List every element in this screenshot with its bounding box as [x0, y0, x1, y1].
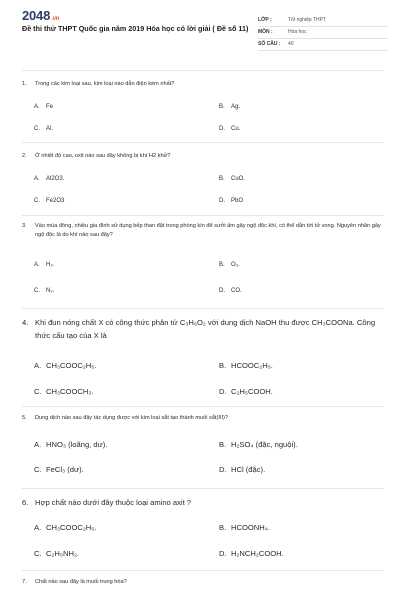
option-a[interactable] — [34, 104, 53, 110]
option-letter: A. — [34, 176, 40, 182]
meta-value: Tốt nghiệp THPT — [288, 17, 326, 23]
option-a[interactable] — [34, 361, 96, 370]
question-number: 2. — [22, 153, 27, 159]
option-text: HCl (đặc). — [231, 465, 266, 474]
option-letter: C. — [34, 549, 42, 558]
option-letter: D. — [219, 549, 227, 558]
option-text: CH₃COOCH₃. — [46, 387, 94, 396]
option-letter: D. — [219, 387, 227, 396]
question-7 — [22, 578, 384, 587]
question-3 — [22, 222, 384, 240]
site-logo[interactable] — [22, 8, 59, 23]
option-text: Al2O3. — [46, 176, 65, 182]
logo-text: 2048 — [22, 8, 51, 23]
question-stem — [22, 80, 384, 89]
question-number: 5. — [22, 415, 27, 421]
option-text: CH₃COOC₂H₅. — [46, 361, 97, 370]
question-stem — [22, 414, 384, 423]
option-c[interactable] — [34, 549, 79, 558]
document-header — [8, 0, 392, 58]
meta-key: MÔN : — [258, 29, 273, 35]
option-letter: D. — [219, 465, 227, 474]
meta-key: SỐ CÂU : — [258, 41, 281, 47]
meta-value: Hóa học — [288, 29, 307, 35]
question-2 — [22, 152, 384, 161]
option-text: CuO. — [231, 176, 246, 182]
option-text: C₂H₅COOH. — [231, 387, 273, 396]
divider — [22, 308, 384, 309]
option-letter: B. — [219, 361, 227, 370]
option-text: Al. — [46, 126, 54, 132]
option-b[interactable] — [219, 104, 240, 110]
option-letter: B. — [219, 440, 227, 449]
option-text: N₂. — [46, 288, 55, 294]
question-6 — [22, 496, 384, 509]
document-meta — [258, 15, 388, 51]
option-c[interactable] — [34, 198, 64, 204]
question-stem — [22, 316, 384, 342]
question-4 — [22, 316, 384, 342]
divider — [22, 488, 384, 489]
option-text: CH₃COOC₂H₅. — [46, 523, 97, 532]
question-1 — [22, 80, 384, 89]
option-letter: B. — [219, 523, 227, 532]
option-letter: A. — [34, 262, 40, 268]
divider — [22, 406, 384, 407]
question-5 — [22, 414, 384, 423]
option-b[interactable] — [219, 262, 240, 268]
option-d[interactable] — [219, 126, 240, 132]
option-d[interactable] — [219, 387, 273, 396]
option-letter: A. — [34, 523, 42, 532]
option-letter: B. — [219, 176, 225, 182]
question-number: 6. — [22, 498, 29, 507]
option-a[interactable] — [34, 176, 64, 182]
option-text: HCOOC₂H₅. — [231, 361, 273, 370]
option-letter: D. — [219, 198, 225, 204]
option-letter: A. — [34, 361, 42, 370]
option-c[interactable] — [34, 288, 54, 294]
option-text: H₂. — [46, 262, 55, 268]
option-d[interactable] — [219, 549, 284, 558]
option-b[interactable] — [219, 176, 245, 182]
option-c[interactable] — [34, 465, 84, 474]
meta-row-count — [258, 39, 388, 51]
document-title: Đề thi thử THPT Quốc gia năm 2019 Hóa học có lời giải ( Đề số 11) — [22, 24, 249, 33]
question-text: Ở nhiệt độ cao, oxit nào sau đây không bị khí H2 khử? — [35, 153, 171, 159]
option-letter: C. — [34, 387, 42, 396]
divider — [22, 570, 384, 571]
question-number: 7. — [22, 579, 27, 585]
logo-suffix: .vn — [51, 16, 60, 22]
option-c[interactable] — [34, 387, 94, 396]
option-text: CO. — [231, 288, 242, 294]
question-text: Trong các kim loại sau, kim loại nào dẫn điện kém nhất? — [35, 81, 175, 87]
question-stem — [22, 222, 384, 240]
option-text: Fe2O3 — [46, 198, 65, 204]
question-text: Dung dịch nào sau đây tác dụng được với kim loại sắt tạo thành muối sắt(III)? — [35, 415, 228, 421]
meta-key: LỚP : — [258, 17, 272, 23]
question-number: 3. — [22, 223, 27, 229]
option-letter: C. — [34, 198, 40, 204]
meta-row-subject — [258, 27, 388, 39]
option-a[interactable] — [34, 440, 107, 449]
option-text: O₃. — [231, 262, 240, 268]
option-letter: D. — [219, 126, 225, 132]
option-b[interactable] — [219, 440, 298, 449]
option-a[interactable] — [34, 262, 54, 268]
option-c[interactable] — [34, 126, 53, 132]
question-number: 1. — [22, 81, 27, 87]
question-stem — [22, 578, 384, 587]
option-text: Cu. — [231, 126, 241, 132]
option-text: Ag. — [231, 104, 241, 110]
option-text: HCOONH₄. — [231, 523, 270, 532]
option-letter: C. — [34, 126, 40, 132]
option-letter: A. — [34, 440, 42, 449]
option-letter: B. — [219, 262, 225, 268]
option-letter: A. — [34, 104, 40, 110]
option-text: H₂NCH₂COOH. — [231, 549, 284, 558]
question-text: Vào mùa đông, nhiều gia đình sử dụng bếp than đặt trong phòng kín để sưởi ấm gây ngộ độc khí, có thể dẫn tới tử vong. Nguyên nhân gây ngộ độc là do khí nào sau đây? — [35, 223, 381, 238]
question-text: Khi đun nóng chất X có công thức phân tử C₃H₆O₂ với dung dịch NaOH thu được CH₃COONa. Công thức cấu tạo của X là — [35, 318, 376, 340]
question-text: Chất nào sau đây là muối trung hòa? — [35, 579, 127, 585]
question-stem — [22, 152, 384, 161]
question-number: 4. — [22, 318, 29, 327]
option-letter: D. — [219, 288, 225, 294]
option-text: H₂SO₄ (đặc, nguội). — [231, 440, 298, 449]
divider — [22, 142, 384, 143]
option-text: C₂H₅NH₂. — [46, 549, 80, 558]
document-page — [8, 0, 392, 600]
option-d[interactable] — [219, 465, 265, 474]
option-letter: B. — [219, 104, 225, 110]
meta-value: 40 — [288, 41, 294, 47]
option-text: HNO₃ (loãng, dư). — [46, 440, 108, 449]
question-stem — [22, 496, 384, 509]
option-text: PbO — [231, 198, 244, 204]
option-text: Fe — [46, 104, 54, 110]
meta-row-class — [258, 15, 388, 27]
divider — [22, 215, 384, 216]
option-letter: C. — [34, 465, 42, 474]
divider — [22, 70, 384, 71]
option-text: FeCl₃ (dư). — [46, 465, 84, 474]
option-b[interactable] — [219, 361, 273, 370]
option-d[interactable] — [219, 288, 242, 294]
option-b[interactable] — [219, 523, 270, 532]
option-letter: C. — [34, 288, 40, 294]
option-d[interactable] — [219, 198, 243, 204]
question-text: Hợp chất nào dưới đây thuộc loại amino axit ? — [35, 498, 192, 507]
option-a[interactable] — [34, 523, 96, 532]
